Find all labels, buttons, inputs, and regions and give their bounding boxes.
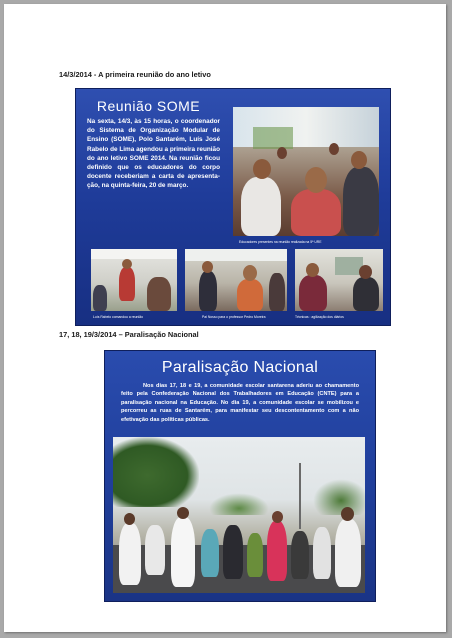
main-photo-caption: Educadores presentes na reunião realizada na 5ª URE — [239, 240, 322, 244]
coordinator-photo-caption: Luís Rabelo comandou a reunião — [93, 315, 143, 319]
prayer-photo — [185, 249, 287, 311]
coordinator-photo — [91, 249, 177, 311]
prayer-photo-caption: Pai Nosso para o professor Pedro Moreira — [202, 315, 266, 319]
strike-slide — [104, 350, 376, 602]
meeting-audience-photo — [233, 107, 379, 236]
section-heading-meeting: 14/3/2014 - A primeira reunião do ano letivo — [59, 70, 211, 79]
slide-body: Nos dias 17, 18 e 19, a comunidade escolar santarena aderiu ao chamamento feito pela Confederação Nacional dos Trabalhadores em Educação (CNTE) para a paralisação nacional na Educação. No dia 19, a comunidade escolar se mobilizou e percorreu as ruas de Santarém, para manifestar seu descontentamento com a não efetivação das políticas públicas. — [121, 383, 359, 423]
slide-title: Reunião SOME — [96, 98, 201, 114]
technicians-photo — [295, 249, 383, 311]
document-page — [4, 4, 446, 632]
section-heading-strike: 17, 18, 19/3/2014 – Paralisação Nacional — [59, 330, 199, 339]
meeting-slide — [75, 88, 391, 326]
street-march-photo — [113, 437, 365, 593]
technicians-photo-caption: Técnicas : agilização dos diários — [295, 315, 344, 319]
slide-title: Paralisação Nacional — [161, 359, 319, 376]
slide-body: Na sexta, 14/3, às 15 horas, o coordenador do Sistema de Organização Modular de Ensino (SOME), Polo Santarém, Luís José Rabelo de Lima agendou a primeira reunião do ano letivo SOME 2014. Na reunião ficou definido que os educadores do corpo docente receberiam a carta de apresenta-ção, na quinta-feira, 20 de março. — [87, 118, 220, 190]
